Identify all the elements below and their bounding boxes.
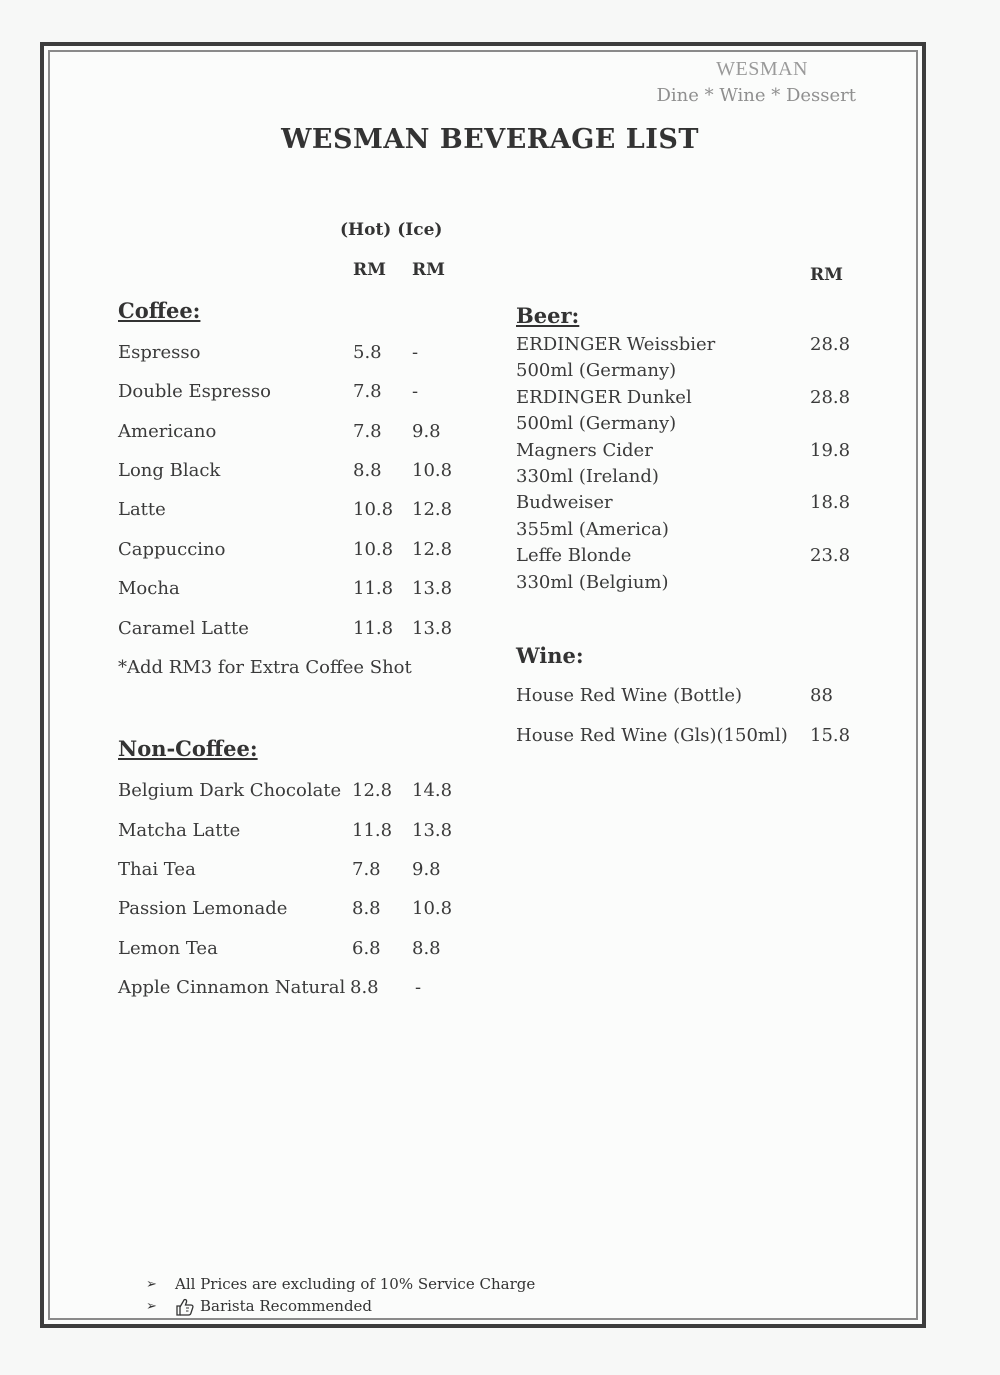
inner-frame <box>48 50 918 1320</box>
menu-item-name: Belgium Dark Chocolate <box>118 780 342 801</box>
beer-item-name: Magners Cider <box>516 440 653 461</box>
menu-item-hot-price: 7.8 <box>353 381 382 402</box>
beer-currency-header: RM <box>810 265 843 285</box>
menu-item-hot-price: 10.8 <box>353 499 394 520</box>
menu-item-ice-price: 9.8 <box>412 421 441 442</box>
menu-item-ice-price: 13.8 <box>412 618 453 639</box>
menu-item-ice-price: 12.8 <box>412 539 453 560</box>
menu-item-hot-price: 8.8 <box>350 977 379 998</box>
beer-item-price: 28.8 <box>810 387 851 408</box>
menu-item-hot-price: 11.8 <box>353 618 394 639</box>
menu-item-name: Long Black <box>118 460 221 481</box>
wine-item-price: 15.8 <box>810 725 851 746</box>
menu-item-ice-price: 10.8 <box>412 898 453 919</box>
menu-item-name: Espresso <box>118 342 201 363</box>
menu-item-ice-price: - <box>412 342 419 363</box>
beer-item-detail: 330ml (Ireland) <box>516 466 659 487</box>
page-title: WESMAN BEVERAGE LIST <box>281 124 699 155</box>
menu-item-hot-price: 8.8 <box>353 460 382 481</box>
beer-item-name: ERDINGER Weissbier <box>516 334 716 355</box>
menu-item-hot-price: 7.8 <box>353 421 382 442</box>
menu-item-ice-price: 13.8 <box>412 820 453 841</box>
menu-item-ice-price: 10.8 <box>412 460 453 481</box>
menu-item-ice-price: - <box>412 381 419 402</box>
beer-item-price: 19.8 <box>810 440 851 461</box>
menu-item-name: Latte <box>118 499 166 520</box>
menu-item-ice-price: 9.8 <box>412 859 441 880</box>
wine-heading: Wine: <box>516 643 584 668</box>
barista-recommended-note: Barista Recommended <box>200 1297 373 1315</box>
menu-item-hot-price: 8.8 <box>352 898 381 919</box>
beer-item-detail: 330ml (Belgium) <box>516 572 669 593</box>
thumbs-up-icon <box>175 1298 195 1316</box>
beer-item-price: 23.8 <box>810 545 851 566</box>
menu-item-ice-price: 14.8 <box>412 780 453 801</box>
beer-item-price: 28.8 <box>810 334 851 355</box>
wine-item-price: 88 <box>810 685 833 706</box>
menu-item-name: Lemon Tea <box>118 938 218 959</box>
menu-item-name: Apple Cinnamon Natural <box>118 977 346 998</box>
menu-item-name: Double Espresso <box>118 381 271 402</box>
service-charge-note: All Prices are excluding of 10% Service Charge <box>175 1275 536 1293</box>
brand-tagline: Dine * Wine * Dessert <box>656 85 856 106</box>
menu-item-name: Americano <box>118 421 217 442</box>
beer-item-name: ERDINGER Dunkel <box>516 387 692 408</box>
brand-name: WESMAN <box>716 58 808 80</box>
menu-item-name: Cappuccino <box>118 539 226 560</box>
beer-heading: Beer: <box>516 303 580 328</box>
menu-item-hot-price: 11.8 <box>352 820 393 841</box>
menu-item-name: Thai Tea <box>118 859 196 880</box>
temp-header: (Hot) (Ice) <box>340 220 443 240</box>
menu-item-name: Mocha <box>118 578 180 599</box>
menu-item-ice-price: 8.8 <box>412 938 441 959</box>
menu-item-name: Caramel Latte <box>118 618 249 639</box>
menu-item-ice-price: - <box>415 977 422 998</box>
menu-item-hot-price: 11.8 <box>353 578 394 599</box>
wine-item-name: House Red Wine (Bottle) <box>516 685 743 706</box>
beer-item-price: 18.8 <box>810 492 851 513</box>
menu-item-hot-price: 10.8 <box>353 539 394 560</box>
menu-item-hot-price: 6.8 <box>352 938 381 959</box>
menu-item-ice-price: 13.8 <box>412 578 453 599</box>
beer-item-name: Budweiser <box>516 492 613 513</box>
hot-currency-header: RM <box>353 260 386 280</box>
menu-item-ice-price: 12.8 <box>412 499 453 520</box>
coffee-heading: Coffee: <box>118 298 201 323</box>
ice-currency-header: RM <box>412 260 445 280</box>
beer-item-detail: 500ml (Germany) <box>516 360 677 381</box>
menu-item-hot-price: 5.8 <box>353 342 382 363</box>
non-coffee-heading: Non-Coffee: <box>118 736 258 761</box>
beer-item-name: Leffe Blonde <box>516 545 632 566</box>
menu-item-name: Passion Lemonade <box>118 898 288 919</box>
menu-item-hot-price: 7.8 <box>352 859 381 880</box>
menu-item-hot-price: 12.8 <box>352 780 393 801</box>
menu-item-name: Matcha Latte <box>118 820 241 841</box>
beer-item-detail: 500ml (Germany) <box>516 413 677 434</box>
arrow-bullet-icon: ➢ <box>146 1299 157 1314</box>
extra-shot-note: *Add RM3 for Extra Coffee Shot <box>118 657 412 678</box>
arrow-bullet-icon: ➢ <box>146 1277 157 1292</box>
beer-item-detail: 355ml (America) <box>516 519 669 540</box>
wine-item-name: House Red Wine (Gls)(150ml) <box>516 725 788 746</box>
